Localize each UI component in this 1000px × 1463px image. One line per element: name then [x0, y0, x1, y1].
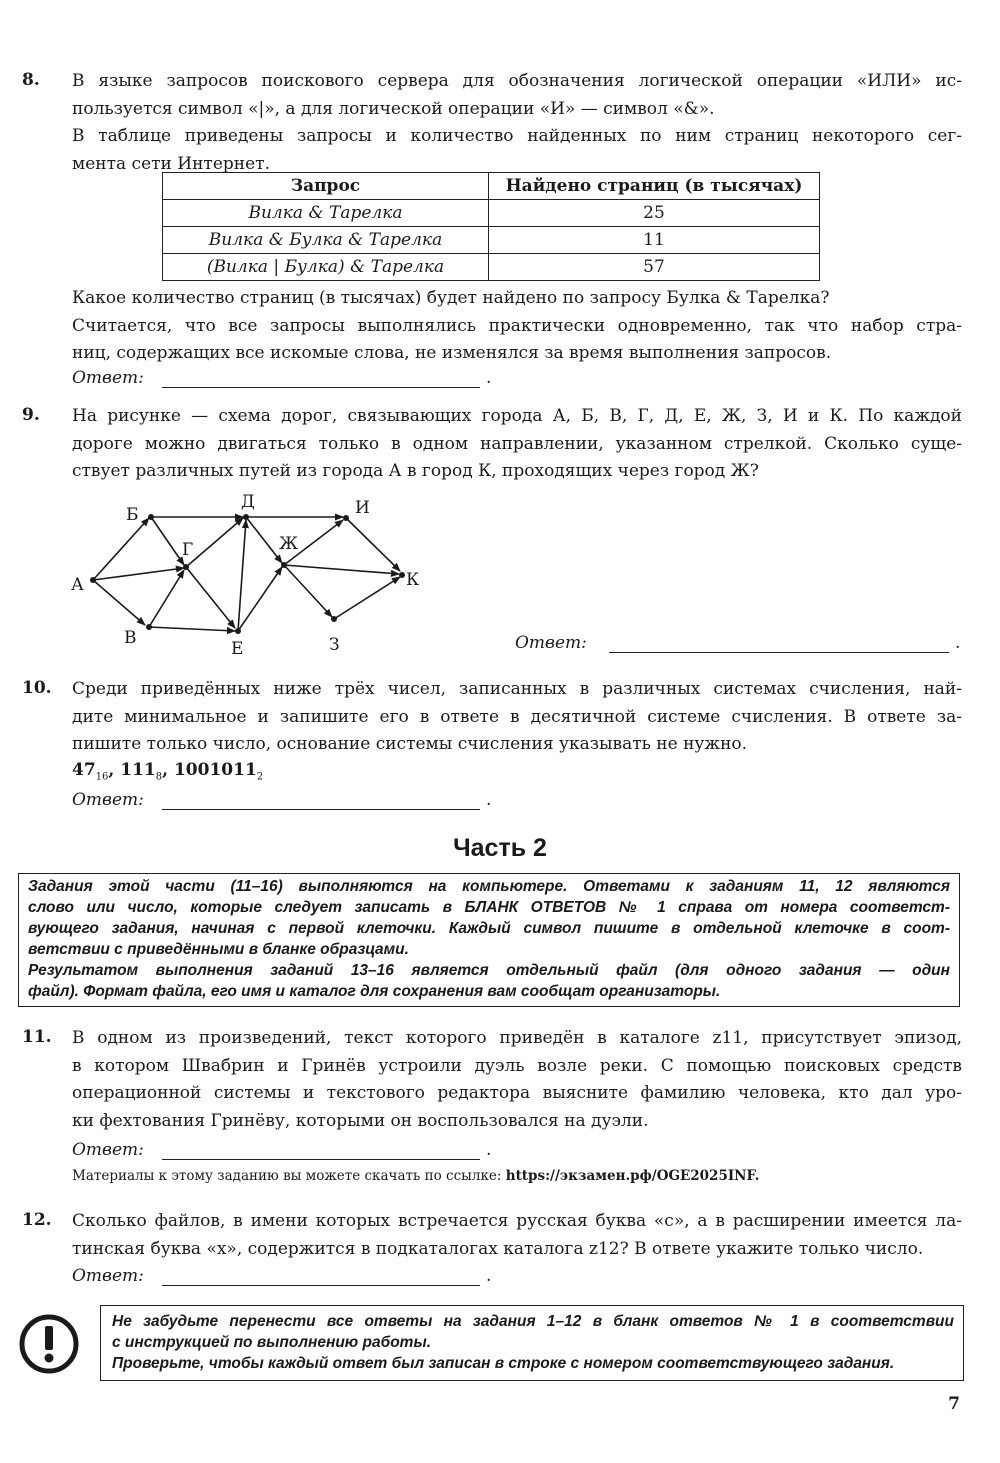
node-z	[331, 616, 337, 622]
edge-e-d	[238, 520, 246, 631]
q10-text-line: Среди приведённых ниже трёх чисел, записанных в различных системах счисления, най-	[72, 679, 962, 699]
city-label-k: К	[406, 570, 420, 590]
instruction-line: слово или число, которые следует записать в БЛАНК ОТВЕТОВ № 1 справа от номера соответст-	[28, 899, 950, 916]
q11-text	[72, 1025, 962, 1135]
city-label-v: В	[124, 628, 137, 648]
edge-z-k	[334, 577, 400, 619]
city-label-g: Г	[182, 540, 194, 560]
q10-numbers: $47_{16}$, $111_8$, $1001011_2$	[72, 760, 264, 783]
node-zh	[281, 562, 287, 568]
reminder-text	[112, 1311, 954, 1374]
exclamation-icon	[18, 1313, 80, 1375]
q10-answer-dot: .	[486, 790, 492, 810]
q10-text	[72, 676, 962, 759]
edge-e-zh	[238, 567, 282, 631]
edge-b-g	[151, 517, 184, 565]
q11-text-line: операционной системы и текстового редактора выясните фамилию человека, кто дал уро-	[72, 1083, 962, 1103]
instruction-line: Задания этой части (11–16) выполняются на компьютере. Ответами к заданиям 11, 12 являются	[28, 878, 950, 895]
materials-link[interactable]: https://экзамен.рф/OGE2025INF.	[505, 1168, 760, 1184]
reminder-line: Проверьте, чтобы каждый ответ был записан в строке с номером соответствующего задания.	[112, 1355, 895, 1372]
q12-answer-label: Ответ:	[72, 1266, 144, 1286]
edge-zh-z	[284, 565, 332, 617]
instruction-line: ветствии с приведёнными в бланке образцами.	[28, 941, 409, 958]
query-table	[162, 172, 820, 281]
q8-intro	[72, 68, 962, 178]
note-text: Материалы к этому заданию вы можете скачать по ссылке:	[72, 1168, 506, 1184]
instruction-line: Результатом выполнения заданий 13–16 является отдельный файл (для одного задания — один	[28, 962, 950, 979]
q8-intro-line: В таблице приведены запросы и количество найденных по ним страниц некоторого сег-	[72, 126, 962, 146]
node-d	[243, 514, 249, 520]
q12-text-line: Сколько файлов, в имени которых встречается русская буква «с», а в расширении имеется ла-	[72, 1211, 962, 1231]
q10-number-base: 2	[256, 771, 264, 783]
node-v	[146, 624, 152, 630]
q9-number: 9.	[22, 405, 40, 425]
table-cell-query: (Вилка | Булка) & Тарелка	[163, 254, 489, 281]
city-label-i: И	[355, 498, 370, 518]
q8-question-line: Какое количество страниц (в тысячах) будет найдено по запросу Булка & Тарелка?	[72, 288, 830, 308]
edge-d-zh	[246, 517, 282, 563]
city-label-d: Д	[241, 492, 255, 512]
node-a	[90, 577, 96, 583]
node-b	[148, 514, 154, 520]
node-k	[399, 572, 405, 578]
instruction-line: вующего задания, начиная с первой клеточки. Каждый символ пишите в отдельной клеточке в соот-	[28, 920, 950, 937]
table-cell-query: Вилка & Тарелка	[163, 200, 489, 227]
q10-text-line: пишите только число, основание системы счисления указывать не нужно.	[72, 734, 748, 754]
q10-number-value: 1001011	[173, 760, 257, 780]
q8-intro-line: мента сети Интернет.	[72, 153, 270, 174]
q8-answer-field[interactable]	[162, 387, 480, 388]
q12-answer-field[interactable]	[162, 1285, 480, 1286]
q10-answer-field[interactable]	[162, 809, 480, 810]
q12-answer-dot: .	[486, 1266, 492, 1286]
city-label-zh: Ж	[279, 534, 299, 554]
table-row	[163, 200, 820, 227]
q12-text-line: тинская буква «x», содержится в подкаталогах каталога z12? В ответе укажите только число.	[72, 1238, 924, 1259]
part2-instructions	[28, 876, 950, 1002]
city-label-b: Б	[126, 505, 139, 525]
city-label-z: З	[329, 635, 340, 655]
table-header-query: Запрос	[163, 173, 489, 200]
table-cell-pages: 11	[489, 227, 820, 254]
edge-a-b	[93, 518, 149, 580]
node-g	[183, 564, 189, 570]
q11-materials-note	[72, 1168, 759, 1184]
edge-a-v	[93, 580, 145, 625]
edge-g-e	[186, 567, 235, 628]
reminder-line: Не забудьте перенести все ответы на задания 1–12 в бланк ответов № 1 в соответствии	[112, 1313, 954, 1330]
q10-number: 10.	[22, 678, 52, 698]
road-edges	[93, 517, 400, 631]
part2-title: Часть 2	[453, 834, 547, 862]
q11-text-line: ки фехтования Гринёву, которыми он воспользовался на дуэли.	[72, 1110, 649, 1131]
q9-text-line: ствует различных путей из города А в город К, проходящих через город Ж?	[72, 461, 759, 481]
q11-text-line: В одном из произведений, текст которого приведён в каталоге z11, присутствует эпизод,	[72, 1028, 962, 1048]
reminder-line: с инструкцией по выполнению работы.	[112, 1334, 431, 1351]
q10-text-line: дите минимальное и запишите его в ответе в десятичной системе счисления. В ответе за-	[72, 706, 962, 727]
q9-text	[72, 403, 962, 486]
instruction-line: файл). Формат файла, его имя и каталог для сохранения вам сообщат организаторы.	[28, 983, 721, 1000]
q11-answer-dot: .	[486, 1140, 492, 1160]
edge-zh-k	[284, 565, 399, 574]
q12-number: 12.	[22, 1210, 52, 1230]
edge-v-g	[149, 570, 184, 627]
q8-question	[72, 285, 962, 368]
table-row	[163, 254, 820, 281]
node-i	[343, 515, 349, 521]
q8-answer-dot: .	[486, 368, 492, 388]
table-row	[163, 227, 820, 254]
q9-answer-dot: .	[955, 633, 961, 653]
road-graph	[60, 488, 440, 663]
edge-g-d	[186, 518, 243, 567]
q8-intro-line: пользуется символ «|», а для логической операции «И» — символ «&».	[72, 98, 715, 119]
table-header-pages: Найдено страниц (в тысячах)	[489, 173, 820, 200]
q11-number: 11.	[22, 1027, 52, 1047]
q10-number-base: 16	[95, 771, 109, 783]
q9-text-line: дороге можно двигаться только в одном направлении, указанном стрелкой. Сколько суще-	[72, 433, 962, 454]
q11-text-line: в котором Швабрин и Гринёв устроили дуэль возле реки. С помощью поисковых средств	[72, 1055, 962, 1076]
q8-question-line: ниц, содержащих все искомые слова, не изменялся за время выполнения запросов.	[72, 343, 832, 363]
q8-question-line: Считается, что все запросы выполнялись практически одновременно, так что набор стра-	[72, 315, 962, 336]
table-cell-query: Вилка & Булка & Тарелка	[163, 227, 489, 254]
q10-number-value: 47	[72, 760, 96, 780]
q8-intro-line: В языке запросов поискового сервера для обозначения логической операции «ИЛИ» ис-	[72, 71, 962, 91]
q10-number-base: 8	[155, 771, 163, 783]
node-e	[235, 628, 241, 634]
q11-answer-label: Ответ:	[72, 1140, 144, 1160]
q11-answer-field[interactable]	[162, 1159, 480, 1160]
q9-answer-field[interactable]	[609, 652, 949, 653]
table-header-row	[163, 173, 820, 200]
edge-i-k	[346, 518, 400, 571]
q12-text	[72, 1208, 962, 1263]
page-number: 7	[948, 1394, 960, 1414]
q10-number-value: 111	[120, 760, 156, 780]
table-cell-pages: 57	[489, 254, 820, 281]
q8-number: 8.	[22, 70, 40, 90]
q10-answer-label: Ответ:	[72, 790, 144, 810]
table-cell-pages: 25	[489, 200, 820, 227]
city-label-e: Е	[231, 639, 244, 659]
q8-answer-label: Ответ:	[72, 368, 144, 388]
q9-text-line: На рисунке — схема дорог, связывающих города А, Б, В, Г, Д, Е, Ж, З, И и К. По каждой	[72, 406, 962, 426]
edge-v-e	[149, 627, 235, 631]
q9-answer-label: Ответ:	[515, 633, 587, 653]
city-label-a: А	[71, 575, 84, 595]
edge-a-g	[93, 568, 184, 580]
